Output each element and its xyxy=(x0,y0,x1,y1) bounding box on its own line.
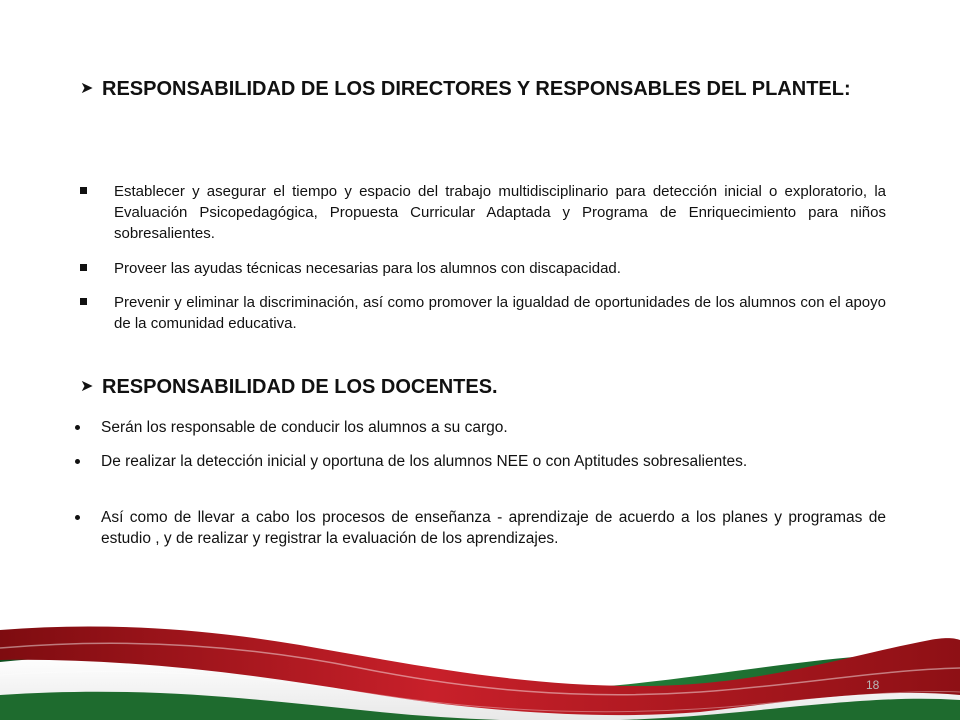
list-item: Serán los responsable de conducir los alumnos a su cargo. xyxy=(72,417,886,438)
flag-wave-decoration xyxy=(0,600,960,720)
square-bullet-icon xyxy=(80,258,114,279)
page-number: 18 xyxy=(866,678,880,692)
list-item: Prevenir y eliminar la discriminación, así como promover la igualdad de oportunidades de los alumnos con el apoyo de la comunidad educativa. xyxy=(80,292,886,334)
square-bullet-icon xyxy=(80,292,114,334)
dot-bullet-icon xyxy=(72,417,101,438)
dot-bullet-icon xyxy=(72,451,101,472)
arrow-bullet-icon: ➤ xyxy=(80,378,94,395)
list-item: Establecer y asegurar el tiempo y espacio del trabajo multidisciplinario para detección inicial o exploratorio, la Evaluación Psicopedagógica, Propuesta Curricular Adaptada y Programa de Enriquecimiento para niños sobresalientes. xyxy=(80,181,886,244)
dot-bullet-icon xyxy=(72,507,101,549)
list-item: Proveer las ayudas técnicas necesarias para los alumnos con discapacidad. xyxy=(80,258,886,279)
section-directors-heading xyxy=(80,77,886,101)
list-item: Así como de llevar a cabo los procesos de enseñanza - aprendizaje de acuerdo a los planes y programas de estudio , y de realizar y registrar la evaluación de los aprendizajes. xyxy=(72,507,886,549)
section-directors-title: RESPONSABILIDAD DE LOS DIRECTORES Y RESPONSABLES DEL PLANTEL: xyxy=(102,78,851,100)
section-teachers-title: RESPONSABILIDAD DE LOS DOCENTES. xyxy=(102,376,498,398)
list-item: De realizar la detección inicial y oportuna de los alumnos NEE o con Aptitudes sobresalientes. xyxy=(72,451,886,472)
square-bullet-icon xyxy=(80,181,114,244)
arrow-bullet-icon: ➤ xyxy=(80,80,94,97)
section-teachers-heading xyxy=(80,375,886,399)
